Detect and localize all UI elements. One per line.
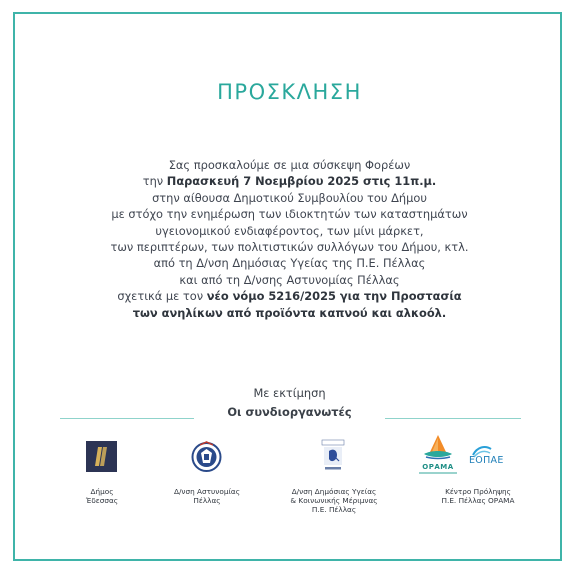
divider-left [60,418,194,419]
region-pella-logo [321,439,345,473]
law-reference: νέο νόμο 5216/2025 για την Προστασία [206,289,462,304]
body-line-date: την Παρασκευή 7 Νοεμβρίου 2025 στις 11π.μ. [142,174,437,189]
caption-police: Δ/νση Αστυνομίας Πέλλας [173,487,241,505]
invitation-body [20,157,559,321]
regards-text: Με εκτίμηση [253,386,326,400]
caption-prevention-center: Κέντρο Πρόληψης Π.Ε. Πέλλας ΟΡΑΜΑ [441,487,515,505]
caption-edessa: Δήμος Έδεσσας [85,487,119,505]
body-line: στην αίθουσα Δημοτικού Συμβουλίου του Δήμου [152,190,427,205]
closing-block [0,384,579,422]
page-title: ΠΡΟΣΚΛΗΣΗ [217,80,362,104]
body-line: με στόχο την ενημέρωση των ιδιοκτητών των καταστημάτων [111,207,468,222]
body-line: και από τη Δ/νσης Αστυνομίας Πέλλας [179,272,400,287]
body-line-law-cont: των ανηλίκων από προϊόντα καπνού και αλκοόλ. [132,305,447,320]
body-line: από τη Δ/νση Δημόσιας Υγείας της Π.Ε. Πέλλας [153,256,426,271]
edessa-municipality-logo [86,441,117,472]
eopae-wordmark: ΕΟΠΑΕ [469,455,504,466]
body-line: των περιπτέρων, των πολιτιστικών συλλόγων του Δήμου, κτλ. [110,240,469,255]
body-line-law: σχετικά με τον νέο νόμο 5216/2025 για την Προστασία [117,289,462,304]
caption-health-directorate: Δ/νση Δημόσιας Υγείας & Κοινωνικής Μέριμνας Π.Ε. Πέλλας [290,487,378,514]
body-line: υγειονομικού ενδιαφέροντος, των μίνι μάρκετ, [155,223,424,238]
body-line: Σας προσκαλούμε σε μια σύσκεψη Φορέων [168,158,411,172]
police-emblem-logo [190,441,223,472]
divider-right [385,418,521,419]
meeting-date: Παρασκευή 7 Νοεμβρίου 2025 στις 11π.μ. [166,174,437,189]
orama-subtitle-bar [419,472,457,474]
orama-wordmark: ΟΡΑΜΑ [422,463,454,471]
organizers-heading: Οι συνδιοργανωτές [227,405,352,419]
